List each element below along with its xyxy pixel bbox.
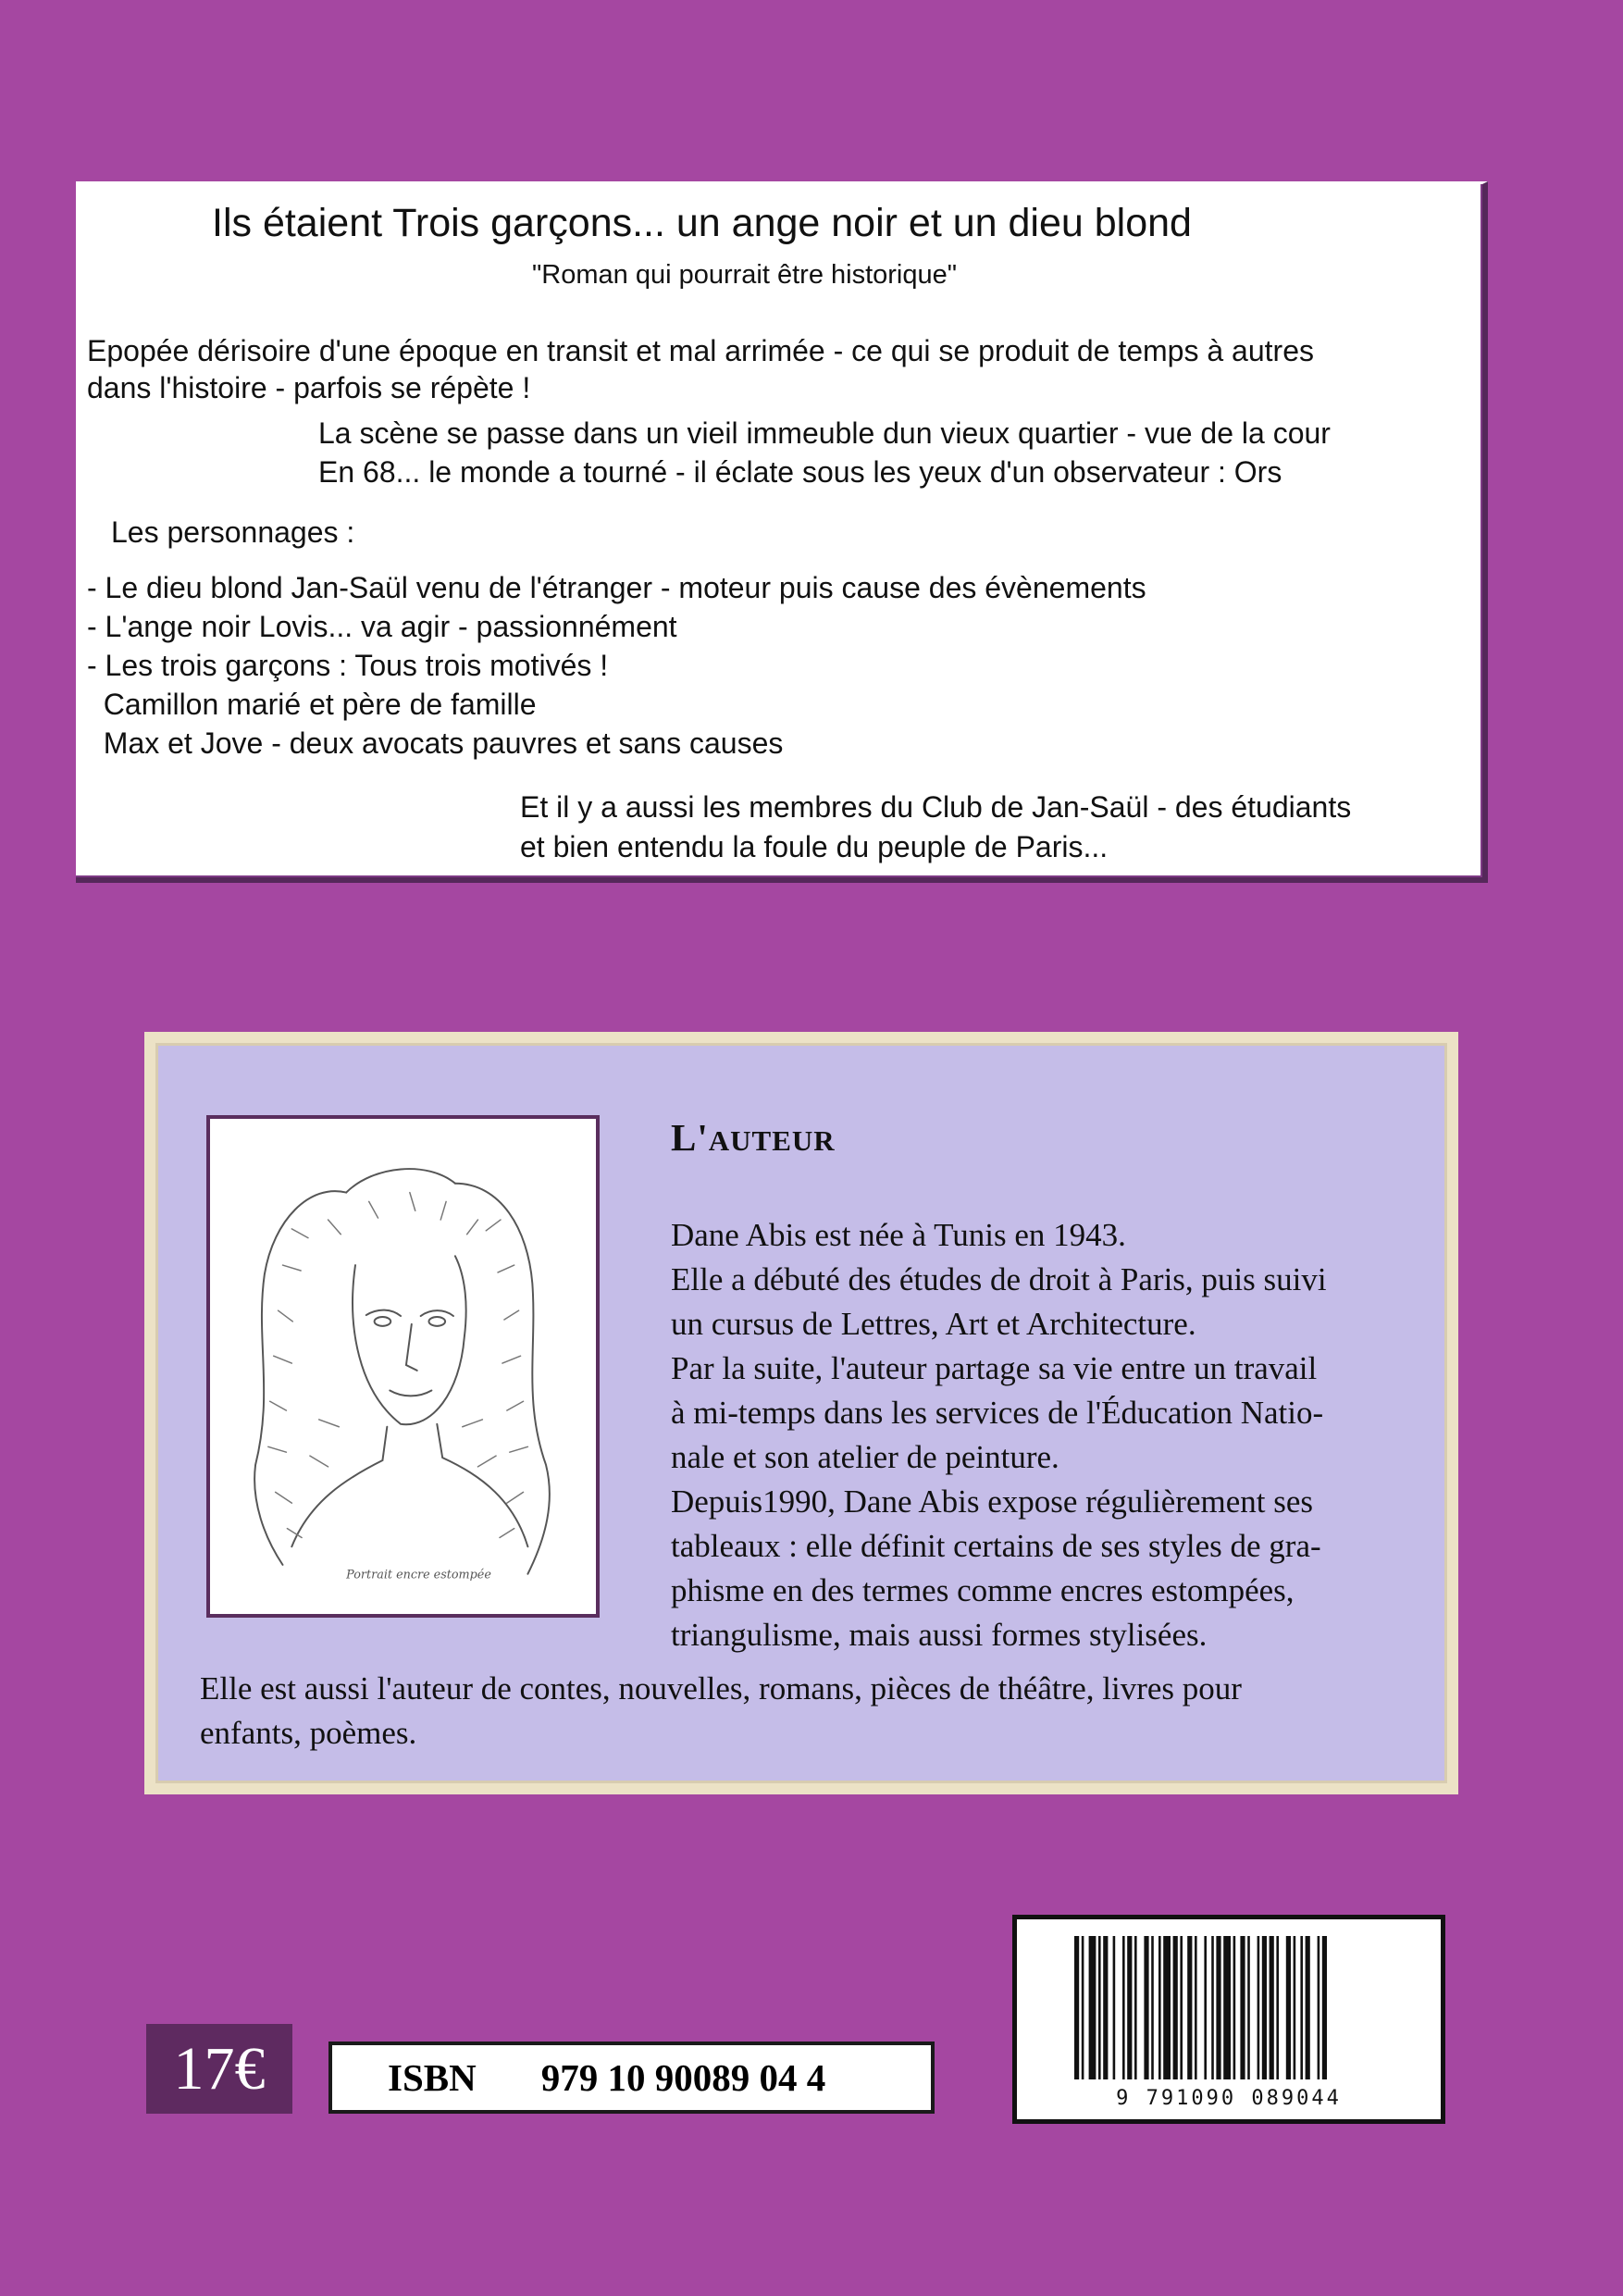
bio-line: phisme en des termes comme encres estompées, (671, 1572, 1295, 1608)
author-heading (671, 1115, 836, 1160)
synopsis-line: Epopée dérisoire d'une époque en transit et mal arrimée - ce qui se produit de temps à autres (87, 334, 1314, 367)
barcode-bar (1216, 1936, 1220, 2079)
barcode-bar (1294, 1936, 1296, 2079)
portrait-drawing (210, 1119, 596, 1614)
isbn-number: 979 10 90089 04 4 (540, 2056, 826, 2099)
barcode-bar (1151, 1936, 1154, 2079)
synopsis-closing: et bien entendu la foule du peuple de Paris... (520, 830, 1109, 863)
barcode-bar (1204, 1936, 1207, 2079)
synopsis-line: dans l'histoire - parfois se répète ! (87, 371, 531, 404)
barcode-bar (1211, 1936, 1214, 2079)
bio-line: un cursus de Lettres, Art et Architecture. (671, 1306, 1196, 1342)
barcode-bar (1270, 1936, 1274, 2079)
character-item: Max et Jove - deux avocats pauvres et sans causes (87, 726, 784, 760)
barcode-bar (1158, 1936, 1161, 2079)
synopsis-panel (76, 181, 1488, 883)
bio-line: à mi-temps dans les services de l'Éducation Natio- (671, 1395, 1324, 1431)
barcode (1012, 1915, 1445, 2124)
barcode-digits: 9 791090 089044 (1116, 2087, 1342, 2110)
isbn-box (328, 2042, 935, 2114)
barcode-bar (1082, 1936, 1084, 2079)
bio-line: Elle a débuté des études de droit à Paris, puis suivi (671, 1261, 1327, 1297)
barcode-bar (1089, 1936, 1096, 2079)
isbn-label: ISBN (388, 2056, 477, 2099)
barcode-bar (1286, 1936, 1291, 2079)
character-item: - Les trois garçons : Tous trois motivés ! (87, 649, 609, 682)
author-heading-rest: AUTEUR (708, 1124, 836, 1157)
barcode-bar (1276, 1936, 1279, 2079)
barcode-bar (1322, 1936, 1327, 2079)
bio-line: triangulisme, mais aussi formes stylisées. (671, 1617, 1208, 1653)
barcode-bar (1306, 1936, 1310, 2079)
bio-line: nale et son atelier de peinture. (671, 1439, 1059, 1475)
bio-line: tableaux : elle définit certains de ses styles de gra- (671, 1528, 1321, 1564)
bio-line: Dane Abis est née à Tunis en 1943. (671, 1217, 1126, 1253)
characters-heading: Les personnages : (111, 515, 355, 549)
barcode-bar (1173, 1936, 1178, 2079)
price-badge: 17€ (146, 2024, 292, 2114)
barcode-bar (1098, 1936, 1101, 2079)
barcode-bar (1113, 1936, 1116, 2079)
portrait-signature: Portrait encre estompée (346, 1568, 491, 1582)
author-panel (144, 1032, 1458, 1794)
barcode-bar (1223, 1936, 1231, 2079)
barcode-bar (1180, 1936, 1183, 2079)
barcode-bar (1195, 1936, 1197, 2079)
book-title: Ils étaient Trois garçons... un ange noir et un dieu blond (212, 201, 1192, 245)
bio-line-full: enfants, poèmes. (200, 1715, 417, 1751)
synopsis-line: En 68... le monde a tourné - il éclate sous les yeux d'un observateur : Ors (318, 455, 1282, 489)
barcode-bar (1103, 1936, 1108, 2079)
barcode-bar (1318, 1936, 1320, 2079)
barcode-bar (1127, 1936, 1132, 2079)
character-item: - Le dieu blond Jan-Saül venu de l'étranger - moteur puis cause des évènements (87, 571, 1146, 604)
bio-line: Par la suite, l'auteur partage sa vie entre un travail (671, 1350, 1318, 1386)
character-item: Camillon marié et père de famille (87, 688, 537, 721)
barcode-bar (1144, 1936, 1148, 2079)
synopsis-line: La scène se passe dans un vieil immeuble dun vieux quartier - vue de la cour (318, 416, 1331, 450)
barcode-bar (1258, 1936, 1260, 2079)
barcode-bar (1187, 1936, 1192, 2079)
character-item: - L'ange noir Lovis... va agir - passionnément (87, 610, 677, 643)
barcode-bar (1074, 1936, 1079, 2079)
bio-line: Depuis1990, Dane Abis expose régulièrement ses (671, 1483, 1314, 1520)
barcode-bar (1163, 1936, 1171, 2079)
barcode-bar (1300, 1936, 1303, 2079)
book-subtitle: "Roman qui pourrait être historique" (532, 260, 958, 290)
barcode-bar (1233, 1936, 1236, 2079)
author-portrait (206, 1115, 600, 1618)
bio-line-full: Elle est aussi l'auteur de contes, nouvelles, romans, pièces de théâtre, livres pour (200, 1670, 1242, 1706)
barcode-bar (1247, 1936, 1250, 2079)
synopsis-closing: Et il y a aussi les membres du Club de Jan-Saül - des étudiants (520, 790, 1352, 824)
barcode-bar (1240, 1936, 1245, 2079)
barcode-graphic (1017, 1919, 1441, 2119)
barcode-bar (1134, 1936, 1137, 2079)
author-heading-first: L' (671, 1116, 709, 1159)
barcode-bar (1262, 1936, 1267, 2079)
barcode-bar (1122, 1936, 1125, 2079)
